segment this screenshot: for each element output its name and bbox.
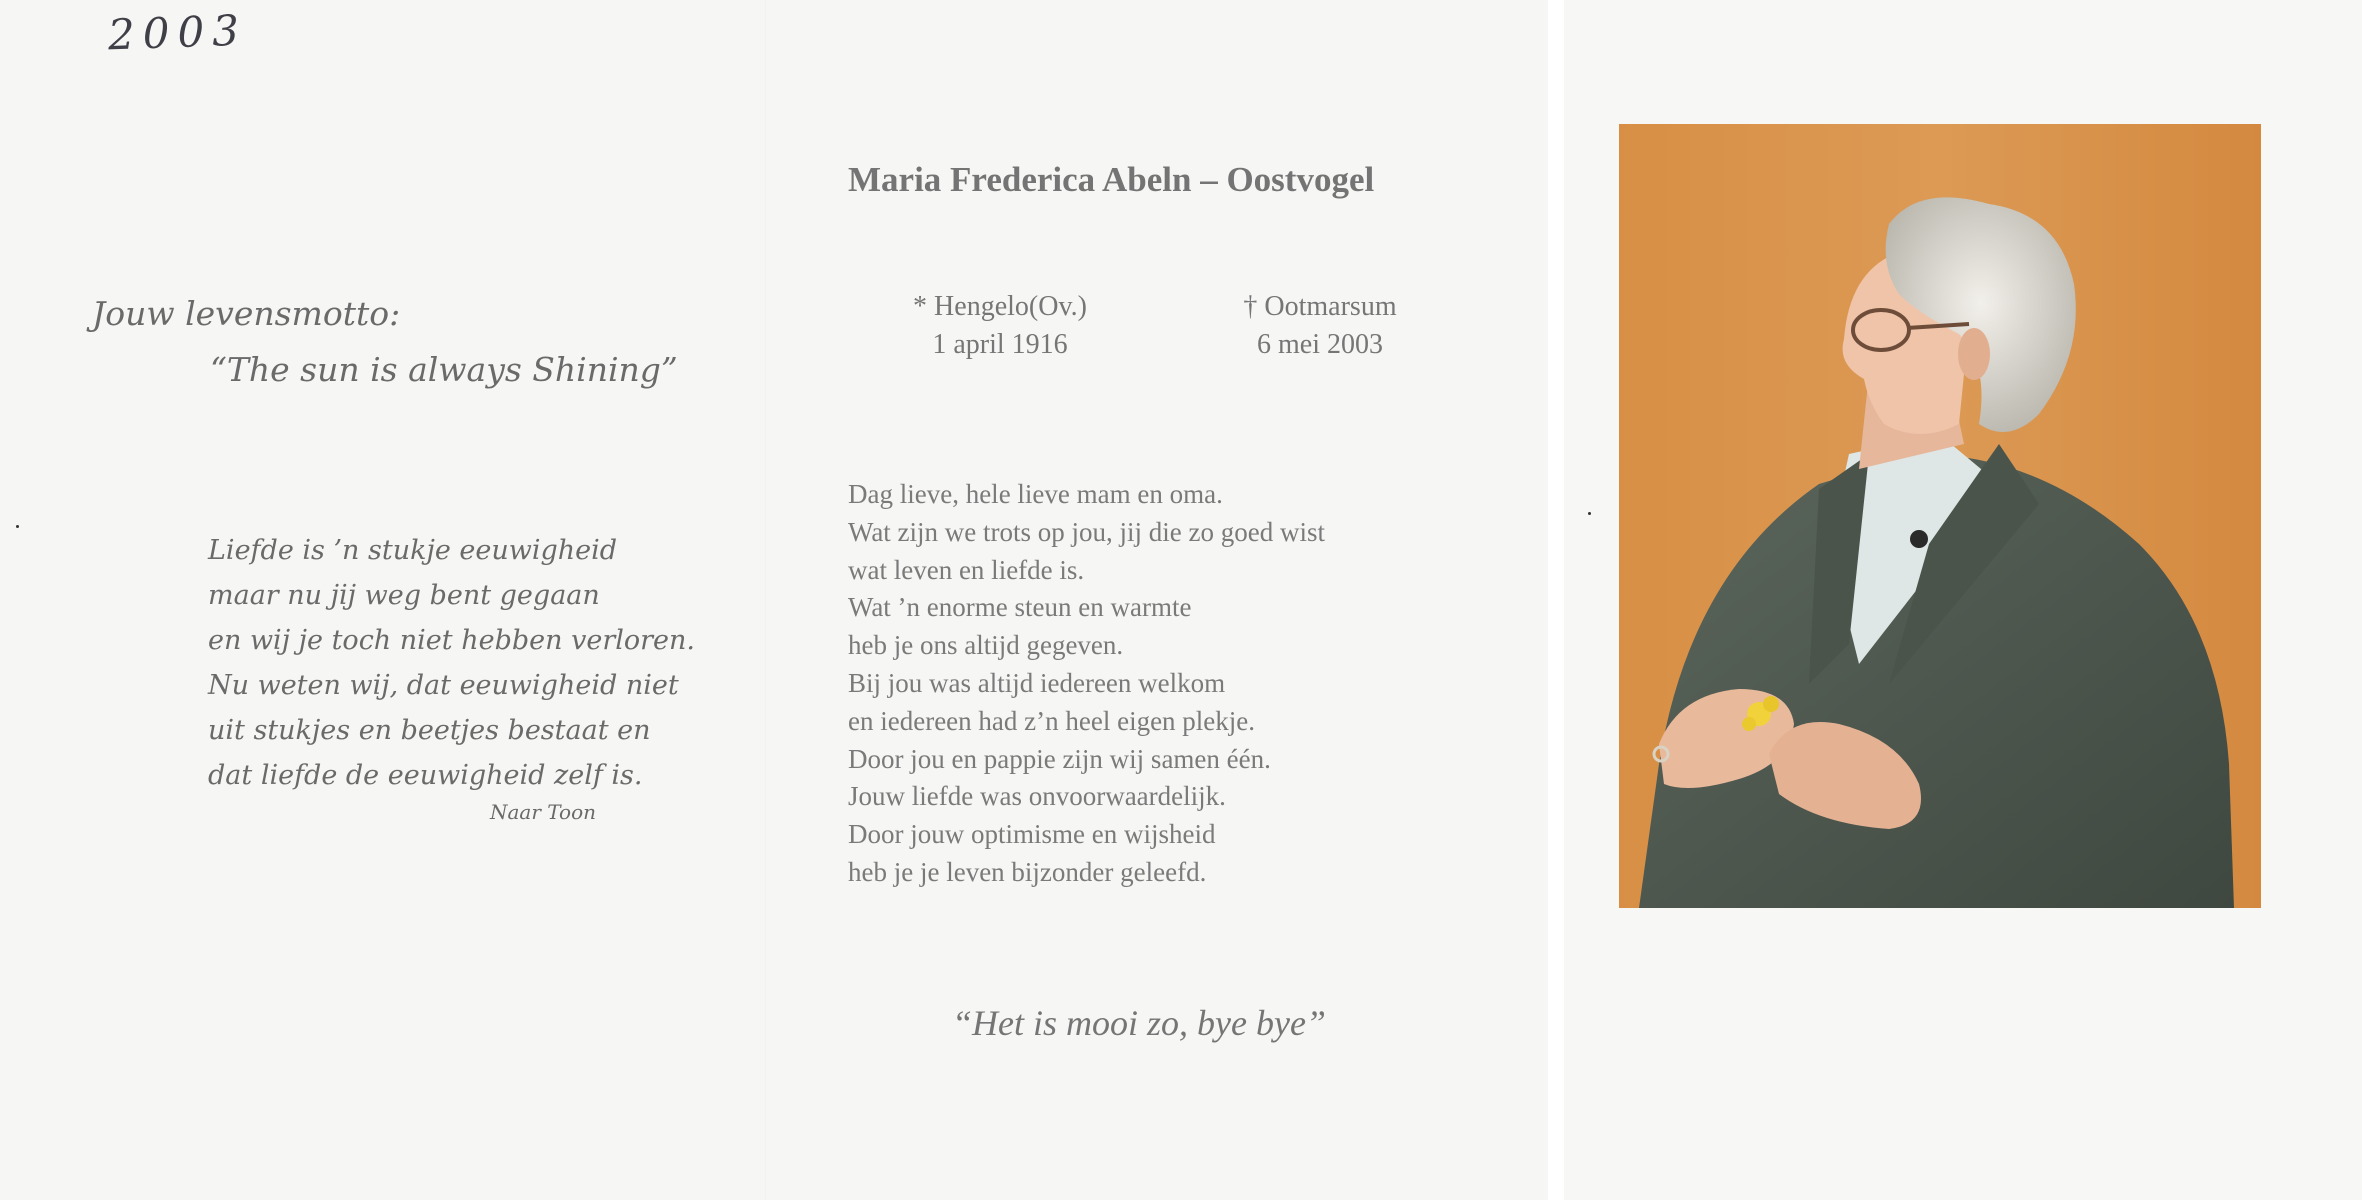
card-fold-line xyxy=(765,0,767,1200)
verse-line: en iedereen had z’n heel eigen plekje. xyxy=(848,705,1256,736)
deceased-name: Maria Frederica Abeln – Oostvogel xyxy=(848,160,1375,199)
verse-line: Wat zijn we trots op jou, jij die zo goed wist xyxy=(848,516,1325,547)
motto-text: “The sun is always Shining” xyxy=(210,350,678,389)
birth-date: 1 april 1916 xyxy=(932,329,1068,360)
birth-info xyxy=(860,288,1140,364)
verse-line: heb je ons altijd gegeven. xyxy=(848,630,1124,661)
poem-credit: Naar Toon xyxy=(490,800,597,824)
portrait-photo xyxy=(1619,124,2261,908)
birth-place: * Hengelo(Ov.) xyxy=(913,291,1087,322)
verse-line: heb je je leven bijzonder geleefd. xyxy=(848,856,1207,887)
verse-line: Jouw liefde was onvoorwaardelijk. xyxy=(848,781,1226,812)
verse-line: Bij jou was altijd iedereen welkom xyxy=(848,667,1226,698)
handwritten-year: 2003 xyxy=(107,5,248,60)
paper-speck xyxy=(1588,512,1591,515)
farewell-verse xyxy=(848,476,1325,892)
death-date: 6 mei 2003 xyxy=(1257,329,1383,360)
death-place: † Ootmarsum xyxy=(1243,291,1397,322)
poem xyxy=(208,528,695,798)
death-info xyxy=(1180,288,1460,364)
verse-line: Door jouw optimisme en wijsheid xyxy=(848,819,1216,850)
verse-line: wat leven en liefde is. xyxy=(848,554,1085,585)
card-gap xyxy=(1548,0,1564,1200)
verse-line: Door jou en pappie zijn wij samen één. xyxy=(848,743,1271,774)
verse-line: Wat ’n enorme steun en warmte xyxy=(848,592,1192,623)
poem-line: Liefde is ’n stukje eeuwigheid xyxy=(208,535,618,566)
poem-line: en wij je toch niet hebben verloren. xyxy=(208,625,695,656)
poem-line: dat liefde de eeuwigheid zelf is. xyxy=(208,760,643,791)
poem-line: Nu weten wij, dat eeuwigheid niet xyxy=(208,670,679,701)
motto-label: Jouw levensmotto: xyxy=(92,294,401,333)
verse-line: Dag lieve, hele lieve mam en oma. xyxy=(848,479,1223,509)
poem-line: maar nu jij weg bent gegaan xyxy=(208,580,600,611)
closing-quote: “Het is mooi zo, bye bye” xyxy=(952,1003,1326,1043)
paper-speck xyxy=(16,525,19,528)
poem-line: uit stukjes en beetjes bestaat en xyxy=(208,715,651,746)
